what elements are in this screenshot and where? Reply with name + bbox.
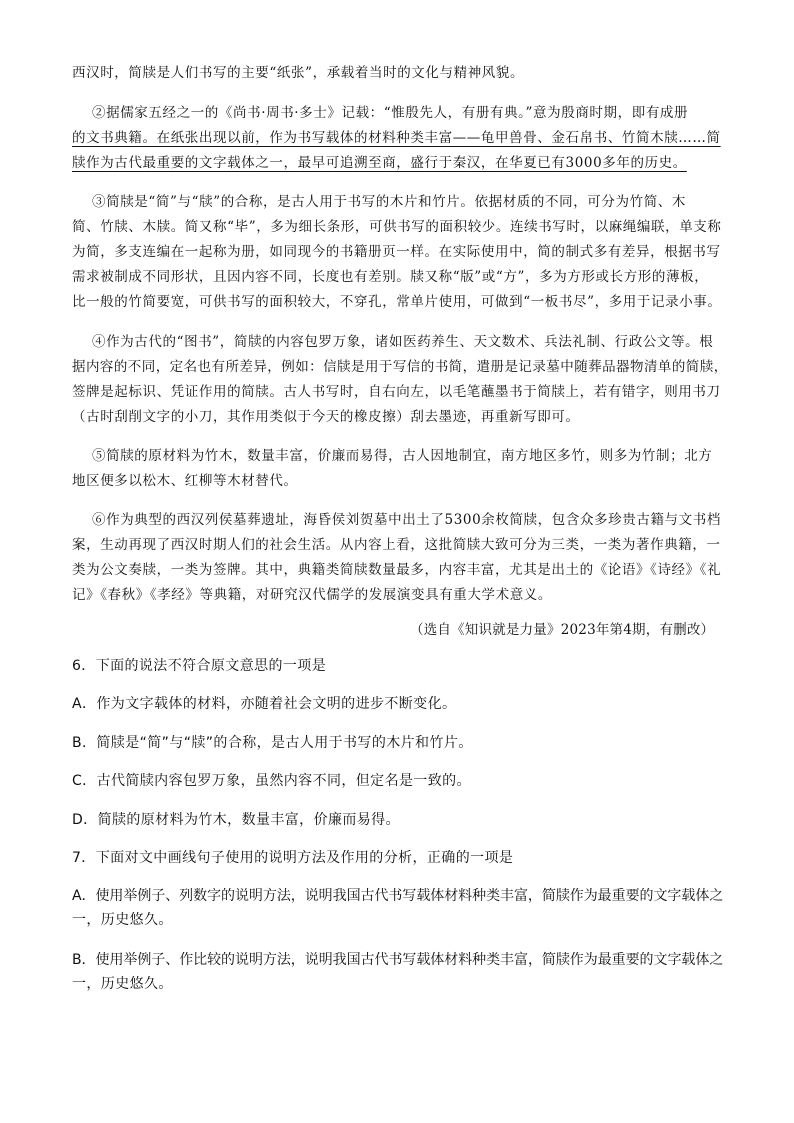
passage-paragraph-3-line-2: 简、竹牍、木牍。简又称“毕”，多为细长条形，可供书写的面积较少。连续书写时，以麻绳编联，单支称 xyxy=(72,219,722,235)
passage-paragraph-6-line-3: 类为公文奏牍，一类为签牌。其中，典籍类简牍数量最多，内容丰富，尤其是出土的《论语》《诗经》《礼 xyxy=(72,562,722,578)
question-7-option-b-line-2: 一，历史悠久。 xyxy=(72,976,173,992)
passage-paragraph-1-tail: 西汉时，简牍是人们书写的主要“纸张”，承载着当时的文化与精神风貌。 xyxy=(72,65,525,81)
passage-paragraph-3-line-3: 为简，多支连编在一起称为册，如同现今的书籍册页一样。在实际使用中，简的制式多有差异，根据书写 xyxy=(72,244,721,260)
passage-paragraph-6-line-4: 记》《春秋》《孝经》等典籍，对研究汉代儒学的发展演变具有重大学术意义。 xyxy=(72,587,552,603)
passage-paragraph-3-line-5: 比一般的竹简要宽，可供书写的面积较大，不穿孔，常单片使用，可做到“一板书尽”，多用于记录小事。 xyxy=(72,294,722,310)
question-6-option-c: C．古代简牍内容包罗万象，虽然内容不同，但定名是一致的。 xyxy=(72,773,471,789)
passage-paragraph-3-line-1: ③简牍是“简”与“牍”的合称，是古人用于书写的木片和竹片。依据材质的不同，可分为竹简、木 xyxy=(92,194,687,210)
passage-paragraph-5-line-1: ⑤简牍的原材料为竹木，数量丰富，价廉而易得，古人因地制宜，南方地区多竹，则多为竹制；北方 xyxy=(92,448,713,464)
question-7-option-b-line-1: B．使用举例子、作比较的说明方法，说明我国古代书写载体材料种类丰富，简牍作为最重要的文字载体之 xyxy=(72,952,724,968)
passage-paragraph-2-line-3-underlined: 牍作为古代最重要的文字载体之一，最早可追溯至商，盛行于秦汉，在华夏已有3000多年的历史。 xyxy=(72,155,687,171)
question-7-stem: 7．下面对文中画线句子使用的说明方法及作用的分析，正确的一项是 xyxy=(72,850,514,866)
passage-paragraph-4-line-3: 签牌是起标识、凭证作用的简牍。古人书写时，自右向左，以毛笔蘸墨书于简牍上，若有错字，则用书刀 xyxy=(72,384,721,400)
question-6-stem: 6．下面的说法不符合原文意思的一项是 xyxy=(72,658,327,674)
question-6-option-a: A．作为文字载体的材料，亦随着社会文明的进步不断变化。 xyxy=(72,696,457,712)
passage-paragraph-6-line-1: ⑥作为典型的西汉列侯墓葬遗址，海昏侯刘贺墓中出土了5300余枚简牍，包含众多珍贵古籍与文书档 xyxy=(92,512,721,528)
question-7-option-a-line-2: 一，历史悠久。 xyxy=(72,912,173,928)
passage-paragraph-3-line-4: 需求被制成不同形状，且因内容不同，长度也有差别。牍又称“版”或“方”，多为方形或长方形的薄板， xyxy=(72,269,709,285)
passage-paragraph-2-line-1: ②据儒家五经之一的《尚书·周书·多士》记载：“惟殷先人，有册有典。”意为殷商时期，即有成册 xyxy=(92,105,689,121)
passage-paragraph-4-line-4: （古时刮削文字的小刀，其作用类似于今天的橡皮擦）刮去墨迹，再重新写即可。 xyxy=(72,409,580,425)
passage-paragraph-4-line-1: ④作为古代的“图书”，简牍的内容包罗万象，诸如医药养生、天文数术、兵法礼制、行政公文等。根 xyxy=(92,334,714,350)
question-7-option-a-line-1: A．使用举例子、列数字的说明方法，说明我国古代书写载体材料种类丰富，简牍作为最重要的文字载体之 xyxy=(72,888,724,904)
passage-source: （选自《知识就是力量》2023年第4期，有删改） xyxy=(410,622,715,638)
passage-paragraph-6-line-2: 案，生动再现了西汉时期人们的社会生活。从内容上看，这批简牍大致可分为三类，一类为著作典籍，一 xyxy=(72,537,721,553)
passage-paragraph-4-line-2: 据内容的不同，定名也有所差异，例如：信牍是用于写信的书简，遣册是记录墓中随葬品器物清单的简牍， xyxy=(72,359,728,375)
passage-paragraph-2-line-2-underlined: 的文书典籍。在纸张出现以前，作为书写载体的材料种类丰富——龟甲兽骨、金石帛书、竹简木牍……简 xyxy=(72,130,721,146)
question-6-option-d: D．简牍的原材料为竹木，数量丰富，价廉而易得。 xyxy=(72,812,400,828)
question-6-option-b: B．简牍是“简”与“牍”的合称，是古人用于书写的木片和竹片。 xyxy=(72,735,473,751)
passage-paragraph-5-line-2: 地区便多以松木、红柳等木材替代。 xyxy=(72,473,298,489)
